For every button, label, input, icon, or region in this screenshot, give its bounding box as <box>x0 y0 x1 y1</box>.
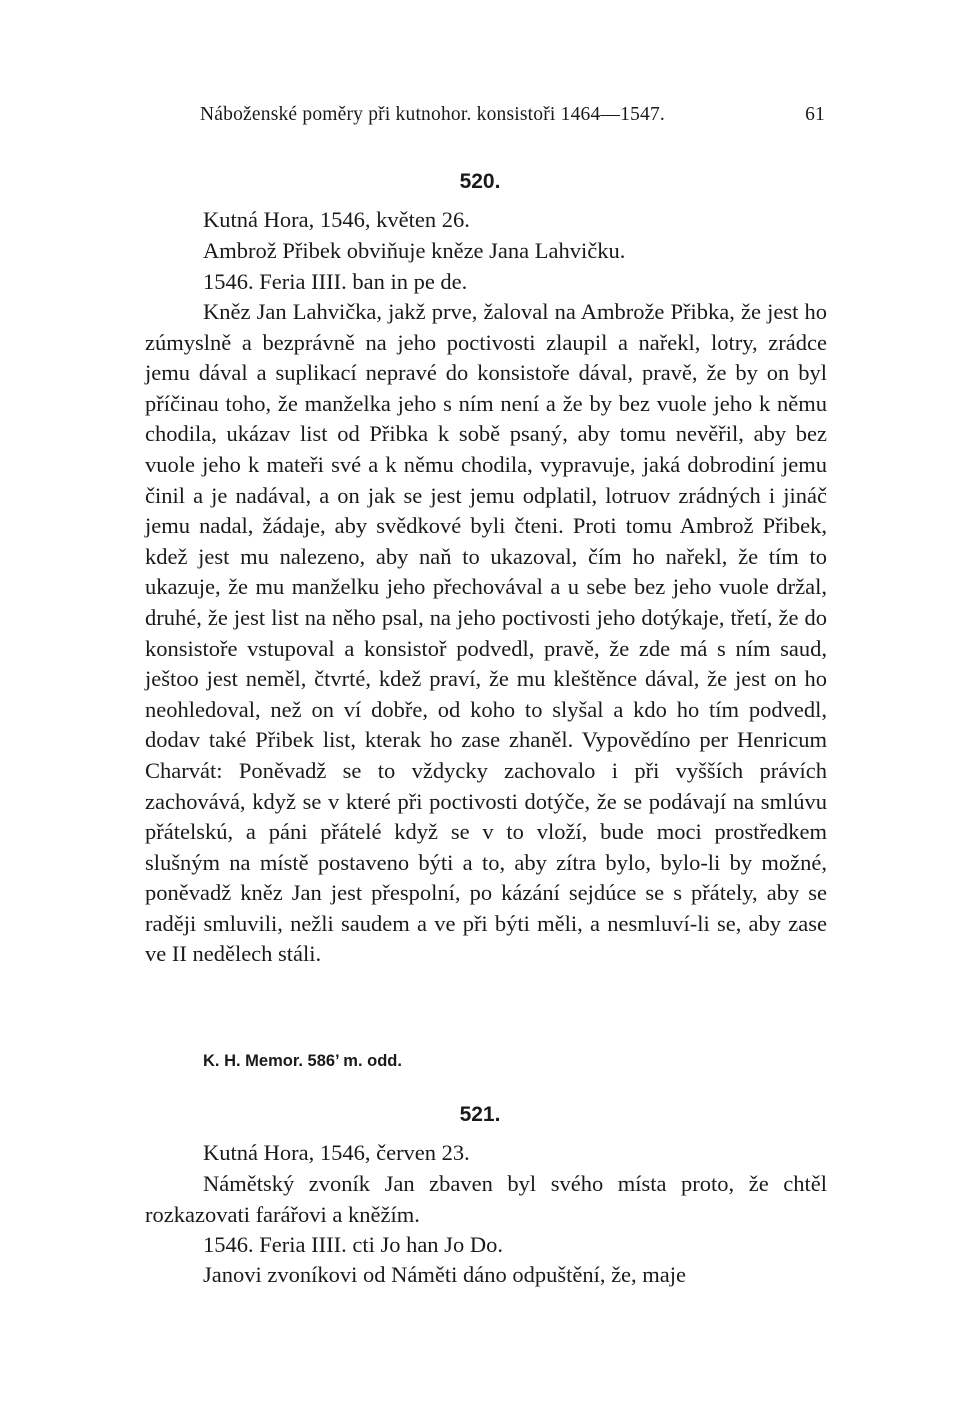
summary-520: Ambrož Přibek obviňuje kněze Jana Lahvičku. <box>203 238 626 263</box>
dating-521: 1546. Feria IIII. cti Jo han Jo Do. <box>203 1232 503 1257</box>
page-number: 61 <box>805 104 825 125</box>
date-line-520: Kutná Hora, 1546, květen 26. <box>203 207 470 232</box>
document-number-520: 520. <box>459 170 501 193</box>
dating-520: 1546. Feria IIII. ban in pe de. <box>203 269 468 294</box>
running-head-title: Náboženské poměry při kutnohor. konsistoři 1464—1547. <box>200 104 666 125</box>
summary-521: Námětský zvoník Jan zbaven byl svého místa proto, že chtěl rozkazovati farářovi a kněžím. <box>145 1171 827 1227</box>
date-line-521: Kutná Hora, 1546, červen 23. <box>203 1140 470 1165</box>
document-number-521: 521. <box>459 1103 501 1126</box>
body-text-521: Janovi zvoníkovi od Náměti dáno odpuštění, že, maje <box>203 1262 687 1287</box>
running-head <box>200 104 825 126</box>
body-text-520: Kněz Jan Lahvička, jakž prve, žaloval na Ambrože Přibka, že jest ho zúmyslně a bezprávně na jeho poctivosti zlaupil a nařekl, lotry, zrádce jemu dával a suplikací nepravé do konsistoře dával, pravě, že by on byl příčinau toho, že manželka jeho s ním není a že by bez vuole jeho k němu chodila, ukázav list od Přibka k sobě psaný, aby tomu nevěřil, aby bez vuole jeho k mateři své a k němu chodila, vypravuje, jaká dobrodiní jemu činil a je nadával, a on jak se jest jemu odplatil, lotruov zrádných i jináč jemu nadal, žádaje, aby svědkové byli čteni. Proti tomu Ambrož Přibek, kdež jest mu nalezeno, aby naň to ukazoval, čím ho nařekl, že tím to ukazuje, že mu manželku jeho přechovával a u sebe bez jeho vuole držal, druhé, že jest list na něho psal, na jeho poctivosti jeho dotýkaje, třetí, že do konsistoře vstupoval a konsistoř podvedl, pravě, že zde má s ním saud, ještoo jest neměl, čtvrté, kdež praví, že mu kleštěnce dával, že jest on ho neohledoval, než on ví dobře, od koho to slyšal a kdo ho tím podvedl, dodav také Přibek list, kterak ho zase zhaněl. Vypovědíno per Henricum Charvát: Poněvadž se to vždycky zachovalo i při vyšších právích zachovává, když se v které při poctivosti dotýče, že se podávají na smlúvu přátelskú, a páni přátelé když se v to vloží, bude moci prostředkem slušným na místě postaveno býti a to, aby zítra bylo, bylo-li by možné, poněvadž kněz Jan jest přespolní, po kázání sejdúce se s přátely, aby se raději smluvili, nežli saudem a ve při býti měli, a nesmluví-li se, aby zase ve II nedělech stáli. <box>145 299 827 967</box>
source-reference-520: K. H. Memor. 586’ m. odd. <box>203 1052 402 1070</box>
